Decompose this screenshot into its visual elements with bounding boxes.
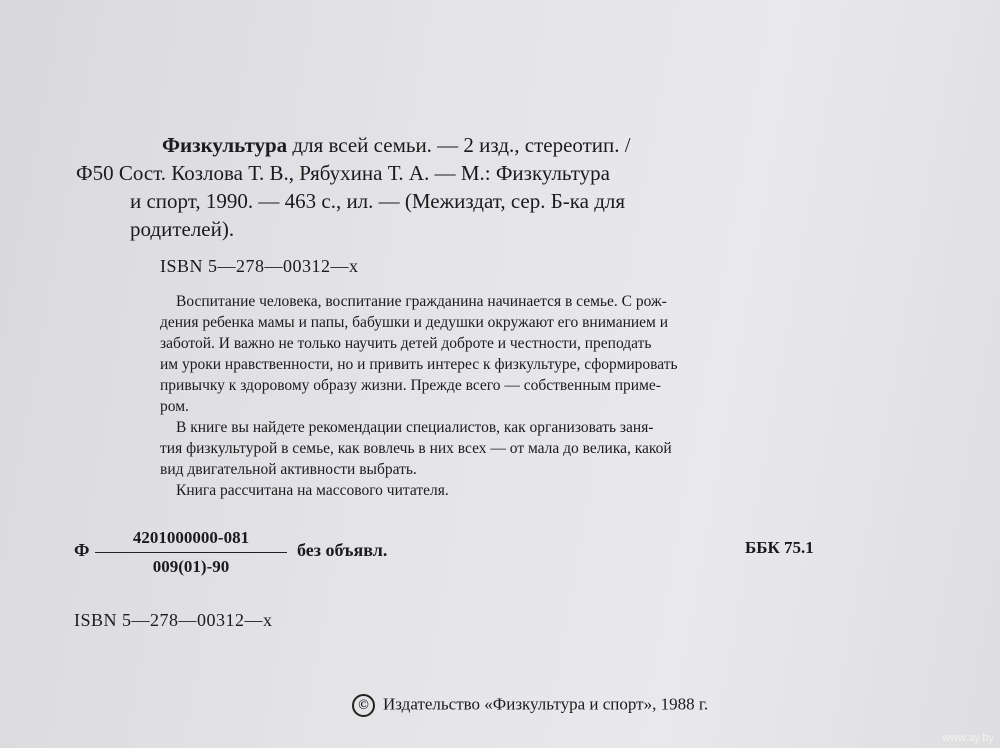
annotation-line: вид двигательной активности выбрать. xyxy=(160,461,417,478)
annotation-line: дения ребенка мамы и папы, бабушки и дедушки окружают его вниманием и xyxy=(160,314,669,331)
annotation-line: Книга рассчитана на массового читателя. xyxy=(176,482,449,499)
bibliography-line-3: и спорт, 1990. — 463 с., ил. — (Межиздат, сер. Б-ка для xyxy=(130,189,626,213)
annotation-line: Воспитание человека, воспитание гражданина начинается в семье. С рож- xyxy=(176,293,667,310)
annotation-line: тия физкультурой в семье, как вовлечь в них всех — от мала до велика, какой xyxy=(160,440,672,457)
catalog-index-letter: Ф xyxy=(74,540,90,560)
fraction-bar xyxy=(95,552,287,553)
bibliography-compilers: Сост. Козлова Т. В., Рябухина Т. А. — М.: Физкультура xyxy=(118,161,610,185)
bibliography-line-1-rest: для всей семьи. — 2 изд., стереотип. / xyxy=(287,133,631,157)
author-sign-code: Ф50 xyxy=(76,161,114,185)
copyright-text: Издательство «Физкультура и спорт», 1988 г. xyxy=(383,694,709,714)
isbn-top: ISBN 5—278—00312—х xyxy=(160,256,359,276)
annotation-line: привычку к здоровому образу жизни. Прежде всего — собственным приме- xyxy=(160,377,661,394)
catalog-numerator: 4201000000-081 xyxy=(132,528,250,547)
annotation-line: ром. xyxy=(160,398,189,415)
catalog-index-fraction xyxy=(95,526,287,579)
bibliography-line-4: родителей). xyxy=(130,217,235,241)
bibliography-line-2 xyxy=(76,159,610,187)
bbk-code: ББК 75.1 xyxy=(745,538,814,557)
copyright-icon: © xyxy=(352,694,375,717)
isbn-bottom: ISBN 5—278—00312—х xyxy=(74,610,273,630)
annotation-line: заботой. И важно не только научить детей доброте и честности, преподать xyxy=(160,335,652,352)
price-note: без объявл. xyxy=(297,540,388,560)
bibliography-line-1 xyxy=(162,131,631,159)
book-title: Физкультура xyxy=(162,133,288,157)
copyright-line xyxy=(352,694,708,717)
annotation-line: им уроки нравственности, но и привить интерес к физкультуре, сформировать xyxy=(160,356,678,373)
catalog-denominator: 009(01)-90 xyxy=(152,557,230,576)
watermark: www.ay.by xyxy=(942,732,994,744)
annotation-line: В книге вы найдете рекомендации специалистов, как организовать заня- xyxy=(176,419,654,436)
